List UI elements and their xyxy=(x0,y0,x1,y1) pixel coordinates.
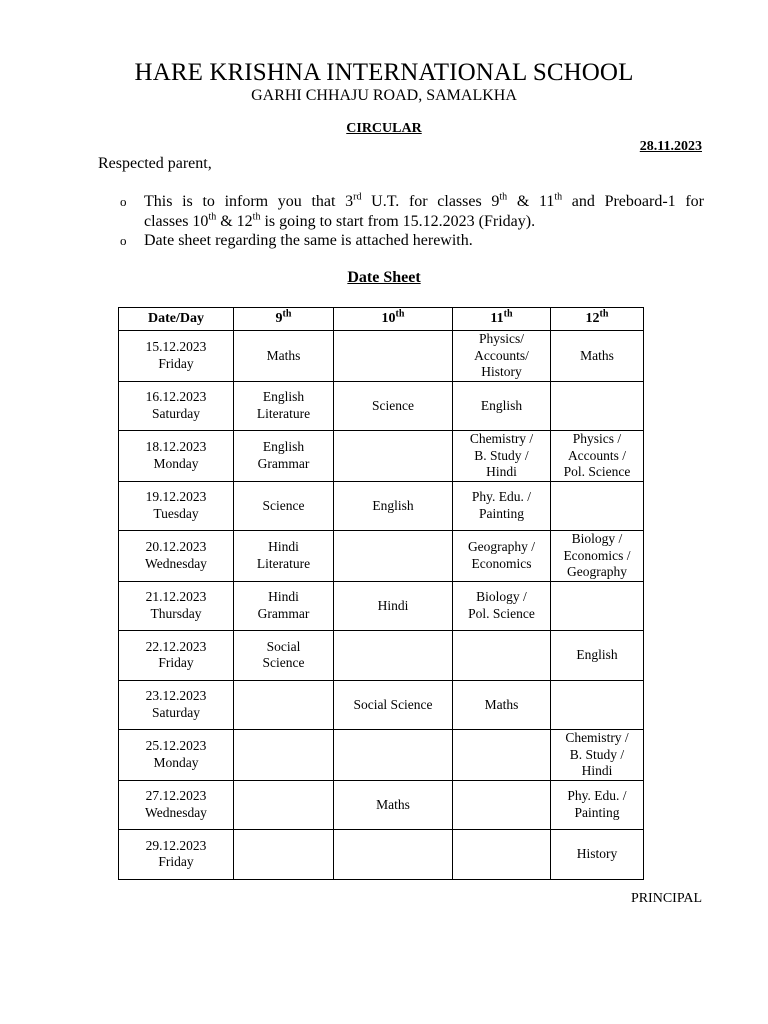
subject-line: Accounts/ xyxy=(474,347,529,363)
subject-cell-class-12 xyxy=(551,531,644,582)
subject-cell-class-9 xyxy=(234,780,334,830)
bullet-line-2: classes 10th & 12th is going to start from 15.12.2023 (Friday). xyxy=(144,211,536,230)
subject-line: Chemistry / xyxy=(469,431,534,446)
date-day-cell xyxy=(119,381,234,431)
bullet-circle-icon: o xyxy=(120,194,127,209)
table-row xyxy=(119,780,644,830)
subject-line: English xyxy=(480,397,523,413)
date-day-cell xyxy=(119,431,234,482)
subject-line: Grammar xyxy=(257,455,310,471)
notice-bullet-exam-start xyxy=(120,192,704,231)
subject-line: B. Study / xyxy=(569,746,625,762)
bullet-circle-icon: o xyxy=(120,233,127,248)
subject-line: Economics / xyxy=(563,547,631,563)
subject-cell-class-12 xyxy=(551,680,644,730)
subject-cell-class-9 xyxy=(234,581,334,631)
date-day-cell xyxy=(119,730,234,781)
exam-day: Friday xyxy=(158,655,194,671)
exam-date: 21.12.2023 xyxy=(145,589,207,605)
subject-line: Painting xyxy=(574,804,620,820)
column-header-date-day: Date/Day xyxy=(119,308,234,331)
subject-line: Pol. Science xyxy=(468,605,535,621)
salutation: Respected parent, xyxy=(98,155,212,172)
subject-cell-class-9 xyxy=(234,680,334,730)
subject-cell-class-9 xyxy=(234,531,334,582)
bullet-text: Date sheet regarding the same is attached herewith. xyxy=(144,232,473,249)
subject-cell-class-10 xyxy=(334,381,453,431)
circular-title: CIRCULAR xyxy=(346,121,422,136)
table-row xyxy=(119,830,644,880)
subject-line: English xyxy=(262,439,305,455)
subject-line: Social Science xyxy=(353,696,433,712)
column-header-class-12: 12th xyxy=(551,308,644,331)
date-day-cell xyxy=(119,581,234,631)
table-row xyxy=(119,581,644,631)
exam-date: 18.12.2023 xyxy=(145,439,207,455)
subject-cell-class-9 xyxy=(234,631,334,681)
subject-line: Maths xyxy=(376,796,410,812)
exam-date: 29.12.2023 xyxy=(145,837,207,853)
table-row xyxy=(119,381,644,431)
date-day-cell xyxy=(119,631,234,681)
table-header-row xyxy=(119,308,644,331)
subject-line: Science xyxy=(262,497,305,513)
subject-line: Hindi xyxy=(268,589,299,605)
date-sheet-title: Date Sheet xyxy=(347,269,421,286)
subject-cell-class-9 xyxy=(234,331,334,382)
exam-day: Saturday xyxy=(152,704,200,720)
exam-date: 22.12.2023 xyxy=(145,638,207,654)
subject-line: Phy. Edu. / xyxy=(567,788,627,804)
subject-line: Economics xyxy=(471,555,532,571)
subject-line: Geography / xyxy=(467,539,536,555)
exam-date: 25.12.2023 xyxy=(145,738,207,754)
subject-cell-class-12 xyxy=(551,830,644,880)
subject-line: Maths xyxy=(484,696,519,712)
subject-cell-class-11 xyxy=(453,331,551,382)
subject-line: Hindi xyxy=(581,763,613,778)
subject-line: English xyxy=(372,497,414,513)
subject-line: English xyxy=(262,389,305,405)
exam-date: 27.12.2023 xyxy=(145,788,207,804)
date-day-cell xyxy=(119,481,234,531)
date-sheet-table xyxy=(118,307,644,880)
subject-cell-class-12 xyxy=(551,331,644,382)
subject-cell-class-10 xyxy=(334,830,453,880)
subject-cell-class-10 xyxy=(334,631,453,681)
subject-cell-class-10 xyxy=(334,730,453,781)
subject-cell-class-12 xyxy=(551,431,644,482)
subject-cell-class-11 xyxy=(453,780,551,830)
subject-cell-class-10 xyxy=(334,481,453,531)
subject-cell-class-12 xyxy=(551,581,644,631)
date-day-cell xyxy=(119,531,234,582)
subject-line: Hindi xyxy=(486,464,517,479)
subject-cell-class-9 xyxy=(234,481,334,531)
table-row xyxy=(119,331,644,382)
subject-cell-class-11 xyxy=(453,730,551,781)
school-address: GARHI CHHAJU ROAD, SAMALKHA xyxy=(251,87,517,104)
subject-cell-class-10 xyxy=(334,531,453,582)
subject-line: Biology / xyxy=(476,589,527,605)
column-header-class-11: 11th xyxy=(453,308,551,331)
subject-cell-class-10 xyxy=(334,331,453,382)
subject-cell-class-11 xyxy=(453,631,551,681)
subject-line: History xyxy=(481,364,522,379)
subject-line: Painting xyxy=(478,505,524,521)
subject-cell-class-12 xyxy=(551,780,644,830)
date-day-cell xyxy=(119,331,234,382)
subject-cell-class-11 xyxy=(453,531,551,582)
subject-line: Hindi xyxy=(377,597,409,613)
subject-line: Science xyxy=(262,655,305,671)
exam-day: Saturday xyxy=(152,405,200,421)
principal-signature: PRINCIPAL xyxy=(630,891,702,906)
subject-line: Phy. Edu. / xyxy=(471,489,532,505)
subject-line: Chemistry / xyxy=(565,730,629,745)
subject-line: Literature xyxy=(256,555,311,571)
subject-line: Accounts / xyxy=(567,447,627,463)
column-header-class-9: 9th xyxy=(234,308,334,331)
subject-cell-class-12 xyxy=(551,481,644,531)
table-row xyxy=(119,531,644,582)
notice-bullet-list xyxy=(120,192,704,251)
subject-cell-class-11 xyxy=(453,581,551,631)
subject-cell-class-11 xyxy=(453,431,551,482)
subject-cell-class-10 xyxy=(334,780,453,830)
school-name: HARE KRISHNA INTERNATIONAL SCHOOL xyxy=(134,59,634,86)
subject-cell-class-10 xyxy=(334,680,453,730)
subject-cell-class-11 xyxy=(453,481,551,531)
subject-line: Literature xyxy=(256,405,311,421)
subject-line: Biology / xyxy=(571,531,623,546)
subject-cell-class-12 xyxy=(551,381,644,431)
subject-line: Geography xyxy=(567,564,627,579)
date-day-cell xyxy=(119,830,234,880)
subject-line: Science xyxy=(372,397,414,413)
subject-cell-class-12 xyxy=(551,730,644,781)
table-row xyxy=(119,730,644,781)
circular-date: 28.11.2023 xyxy=(639,139,702,154)
subject-cell-class-11 xyxy=(453,680,551,730)
exam-day: Wednesday xyxy=(145,804,207,820)
table-row xyxy=(119,431,644,482)
exam-day: Tuesday xyxy=(153,505,199,521)
column-header-class-10: 10th xyxy=(334,308,453,331)
subject-cell-class-11 xyxy=(453,381,551,431)
bullet-line-1: This is to inform you that 3rd U.T. for classes 9th & 11th and Preboard-1 for xyxy=(144,191,704,210)
subject-line: B. Study / xyxy=(474,447,529,463)
subject-line: English xyxy=(576,647,618,662)
subject-cell-class-9 xyxy=(234,381,334,431)
exam-date: 16.12.2023 xyxy=(145,389,207,405)
subject-line: Maths xyxy=(580,347,614,363)
subject-line: Physics/ xyxy=(478,331,524,346)
subject-cell-class-9 xyxy=(234,830,334,880)
date-day-cell xyxy=(119,780,234,830)
exam-day: Friday xyxy=(158,854,194,870)
exam-date: 15.12.2023 xyxy=(145,339,207,355)
subject-line: Grammar xyxy=(257,605,310,621)
subject-line: Pol. Science xyxy=(563,464,631,479)
exam-day: Friday xyxy=(158,355,194,371)
table-row xyxy=(119,481,644,531)
subject-line: Maths xyxy=(266,347,301,363)
exam-day: Wednesday xyxy=(145,555,207,571)
exam-date: 23.12.2023 xyxy=(145,688,207,704)
table-row xyxy=(119,680,644,730)
subject-cell-class-12 xyxy=(551,631,644,681)
subject-line: History xyxy=(576,846,618,861)
subject-cell-class-10 xyxy=(334,581,453,631)
subject-cell-class-9 xyxy=(234,730,334,781)
subject-line: Hindi xyxy=(268,539,299,555)
exam-date: 19.12.2023 xyxy=(145,489,207,505)
exam-day: Monday xyxy=(153,455,199,471)
exam-day: Thursday xyxy=(150,605,202,621)
exam-date: 20.12.2023 xyxy=(145,539,207,555)
subject-line: Social xyxy=(266,638,301,654)
subject-cell-class-9 xyxy=(234,431,334,482)
date-day-cell xyxy=(119,680,234,730)
subject-cell-class-11 xyxy=(453,830,551,880)
exam-day: Monday xyxy=(153,754,199,770)
table-row xyxy=(119,631,644,681)
notice-bullet-date-sheet xyxy=(120,231,704,251)
subject-cell-class-10 xyxy=(334,431,453,482)
subject-line: Physics / xyxy=(572,431,622,446)
